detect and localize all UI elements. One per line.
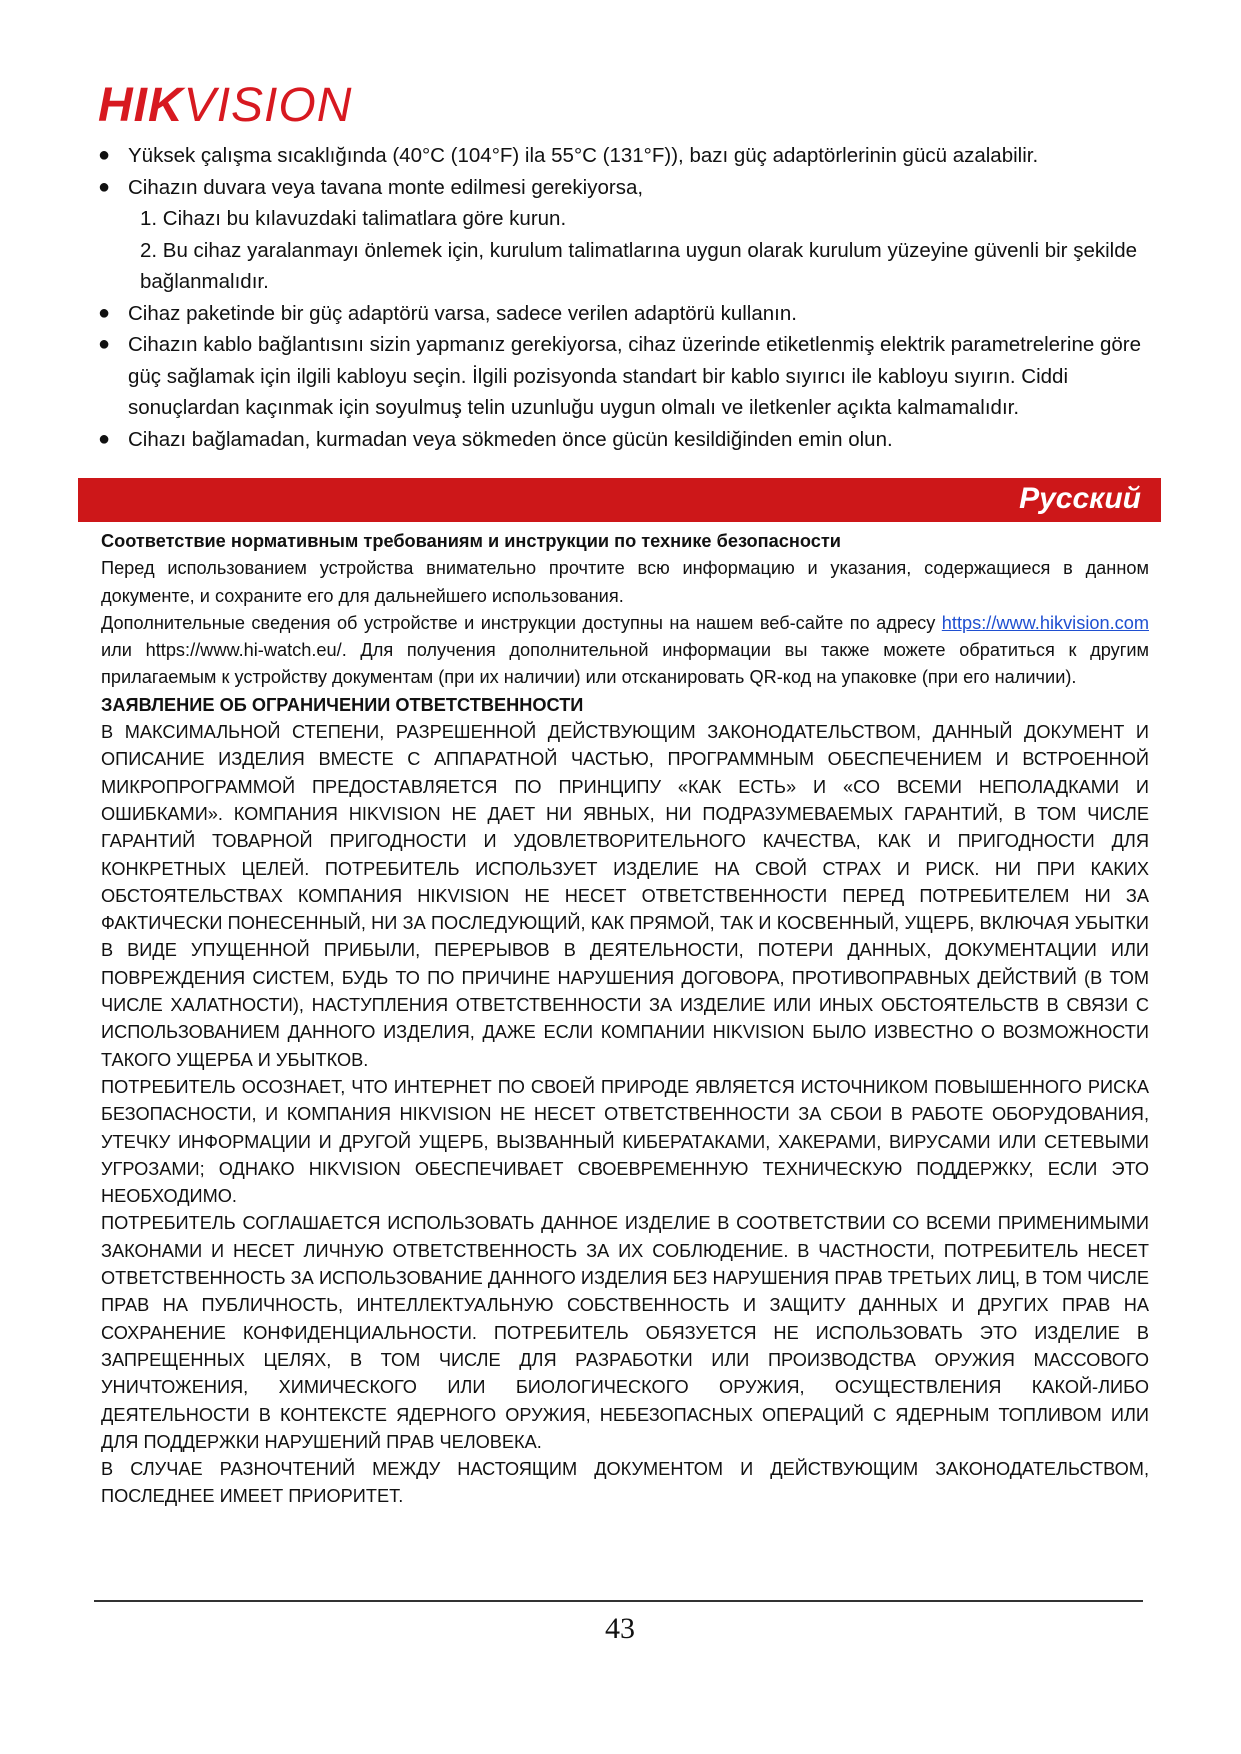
list-item [98, 298, 1158, 330]
intro-paragraph: Перед использованием устройства внимательно прочтите всю информацию и указания, содержащиеся в данном документе, и сохраните его для дальнейшего использования. [101, 558, 1149, 606]
website-text-after: или https://www.hi-watch.eu/. Для получения дополнительной информации вы также можете обратиться к другим прилагаемым к устройству документам (при их наличии) или отсканировать QR-код на упаковке (при его наличии). [101, 640, 1149, 688]
compliance-heading: Соответствие нормативным требованиям и инструкции по технике безопасности [101, 531, 841, 551]
disclaimer-paragraph: В МАКСИМАЛЬНОЙ СТЕПЕНИ, РАЗРЕШЕННОЙ ДЕЙСТВУЮЩИМ ЗАКОНОДАТЕЛЬСТВОМ, ДАННЫЙ ДОКУМЕНТ И ОПИСАНИЕ ИЗДЕЛИЯ ВМЕСТЕ С АППАРАТНОЙ ЧАСТЬЮ, ПРОГРАММНЫМ ОБЕСПЕЧЕНИЕМ И ВСТРОЕННОЙ МИКРОПРОГРАММОЙ ПРЕДОСТАВЛЯЕТСЯ ПО ПРИНЦИПУ «КАК ЕСТЬ» И «СО ВСЕМИ НЕПОЛАДКАМИ И ОШИБКАМИ». КОМПАНИЯ HIKVISION НЕ ДАЕТ НИ ЯВНЫХ, НИ ПОДРАЗУМЕВАЕМЫХ ГАРАНТИЙ, В ТОМ ЧИСЛЕ ГАРАНТИЙ ТОВАРНОЙ ПРИГОДНОСТИ И УДОВЛЕТВОРИТЕЛЬНОГО КАЧЕСТВА, КАК И ПРИГОДНОСТИ ДЛЯ КОНКРЕТНЫХ ЦЕЛЕЙ. ПОТРЕБИТЕЛЬ ИСПОЛЬЗУЕТ ИЗДЕЛИЕ НА СВОЙ СТРАХ И РИСК. НИ ПРИ КАКИХ ОБСТОЯТЕЛЬСТВАХ КОМПАНИЯ HIKVISION НЕ НЕСЕТ ОТВЕТСТВЕННОСТИ ПЕРЕД ПОТРЕБИТЕЛЕМ НИ ЗА ФАКТИЧЕСКИ ПОНЕСЕННЫЙ, НИ ЗА ПОСЛЕДУЮЩИЙ, КАК ПРЯМОЙ, ТАК И КОСВЕННЫЙ, УЩЕРБ, ВКЛЮЧАЯ УБЫТКИ В ВИДЕ УПУЩЕННОЙ ПРИБЫЛИ, ПЕРЕРЫВОВ В ДЕЯТЕЛЬНОСТИ, ПОТЕРИ ДАННЫХ, ДОКУМЕНТАЦИИ ИЛИ ПОВРЕЖДЕНИЯ СИСТЕМ, БУДЬ ТО ПО ПРИЧИНЕ НАРУШЕНИЯ ДОГОВОРА, ПРОТИВОПРАВНЫХ ДЕЙСТВИЙ (В ТОМ ЧИСЛЕ ХАЛАТНОСТИ), НАСТУПЛЕНИЯ ОТВЕТСТВЕННОСТИ ЗА ИЗДЕЛИЕ ИЛИ ИНЫХ ОБСТОЯТЕЛЬСТВ В СВЯЗИ С ИСПОЛЬЗОВАНИЕМ ДАННОГО ИЗДЕЛИЯ, ДАЖЕ ЕСЛИ КОМПАНИИ HIKVISION БЫЛО ИЗВЕСТНО О ВОЗМОЖНОСТИ ТАКОГО УЩЕРБА И УБЫТКОВ. [101, 722, 1149, 1070]
bullet-icon: ● [98, 301, 111, 324]
turkish-safety-list [98, 140, 1158, 455]
bullet-icon: ● [98, 333, 111, 355]
list-item-text: Yüksek çalışma sıcaklığında (40°C (104°F) ila 55°C (131°F)), bazı güç adaptörlerinin gücü azalabilir. [128, 144, 1039, 167]
logo-bold-part: HIK [98, 79, 184, 132]
language-label: Русский [1019, 482, 1141, 515]
disclaimer-paragraph: ПОТРЕБИТЕЛЬ ОСОЗНАЕТ, ЧТО ИНТЕРНЕТ ПО СВОЕЙ ПРИРОДЕ ЯВЛЯЕТСЯ ИСТОЧНИКОМ ПОВЫШЕННОГО РИСКА БЕЗОПАСНОСТИ, И КОМПАНИЯ HIKVISION НЕ НЕСЕТ ОТВЕТСТВЕННОСТИ ЗА СБОИ В РАБОТЕ ОБОРУДОВАНИЯ, УТЕЧКУ ИНФОРМАЦИИ И ДРУГОЙ УЩЕРБ, ВЫЗВАННЫЙ КИБЕРАТАКАМИ, ХАКЕРАМИ, ВИРУСАМИ ИЛИ СЕТЕВЫМИ УГРОЗАМИ; ОДНАКО HIKVISION ОБЕСПЕЧИВАЕТ СВОЕВРЕМЕННУЮ ТЕХНИЧЕСКУЮ ПОДДЕРЖКУ, ЕСЛИ ЭТО НЕОБХОДИМО. [101, 1076, 1149, 1207]
logo-light-part: VISION [183, 79, 353, 132]
list-item-text: Cihazın kablo bağlantısını sizin yapmanız gerekiyorsa, cihaz üzerinde etiketlenmiş elektrik parametrelerine göre güç sağlamak için ilgili kabloyu seçin. İlgili pozisyonda standart bir kablo sıyırıcı ile kabloyu sıyırın. Ciddi sonuçlardan kaçınmak için soyulmuş telin uzunluğu uygun olmalı ve iletkenler açıkta kalmamalıdır. [128, 333, 1141, 419]
russian-section [101, 528, 1149, 1511]
website-text-before: Дополнительные сведения об устройстве и инструкции доступны на нашем веб-сайте по адресу [101, 612, 942, 633]
bullet-icon: ● [98, 427, 111, 450]
list-item-text: Cihaz paketinde bir güç adaptörü varsa, sadece verilen adaptörü kullanın. [128, 301, 797, 325]
footer-divider [94, 1600, 1143, 1602]
bullet-icon: ● [98, 175, 111, 198]
list-item [98, 140, 1158, 172]
list-item [98, 424, 1158, 456]
disclaimer-paragraph: ПОТРЕБИТЕЛЬ СОГЛАШАЕТСЯ ИСПОЛЬЗОВАТЬ ДАННОЕ ИЗДЕЛИЕ В СООТВЕТСТВИИ СО ВСЕМИ ПРИМЕНИМЫМИ ЗАКОНАМИ И НЕСЕТ ЛИЧНУЮ ОТВЕТСТВЕННОСТЬ ЗА ИХ СОБЛЮДЕНИЕ. В ЧАСТНОСТИ, ПОТРЕБИТЕЛЬ НЕСЕТ ОТВЕТСТВЕННОСТЬ ЗА ИСПОЛЬЗОВАНИЕ ДАННОГО ИЗДЕЛИЯ БЕЗ НАРУШЕНИЯ ПРАВ ТРЕТЬИХ ЛИЦ, В ТОМ ЧИСЛЕ ПРАВ НА ПУБЛИЧНОСТЬ, ИНТЕЛЛЕКТУАЛЬНУЮ СОБСТВЕННОСТЬ И ЗАЩИТУ ДАННЫХ И ДРУГИХ ПРАВ НА СОХРАНЕНИЕ КОНФИДЕНЦИАЛЬНОСТИ. ПОТРЕБИТЕЛЬ ОБЯЗУЕТСЯ НЕ ИСПОЛЬЗОВАТЬ ЭТО ИЗДЕЛИЕ В ЗАПРЕЩЕННЫХ ЦЕЛЯХ, В ТОМ ЧИСЛЕ ДЛЯ РАЗРАБОТКИ ИЛИ ПРОИЗВОДСТВА ОРУЖИЯ МАССОВОГО УНИЧТОЖЕНИЯ, ХИМИЧЕСКОГО ИЛИ БИОЛОГИЧЕСКОГО ОРУЖИЯ, ОСУЩЕСТВЛЕНИЯ КАКОЙ-ЛИБО ДЕЯТЕЛЬНОСТИ В КОНТЕКСТЕ ЯДЕРНОГО ОРУЖИЯ, НЕБЕЗОПАСНЫХ ОПЕРАЦИЙ С ЯДЕРНЫМ ТОПЛИВОМ ИЛИ ДЛЯ ПОДДЕРЖКИ НАРУШЕНИЙ ПРАВ ЧЕЛОВЕКА. [101, 1213, 1149, 1452]
hikvision-logo [98, 79, 353, 132]
list-item-text: Cihazın duvara veya tavana monte edilmesi gerekiyorsa, [128, 175, 644, 199]
bullet-icon: ● [98, 144, 111, 166]
list-item [98, 329, 1158, 424]
page-number: 43 [605, 1612, 635, 1645]
disclaimer-heading: ЗАЯВЛЕНИЕ ОБ ОГРАНИЧЕНИИ ОТВЕТСТВЕННОСТИ [101, 694, 584, 715]
sub-item: 1. Cihazı bu kılavuzdaki talimatlara göre kurun. [140, 207, 567, 230]
list-item [98, 172, 1158, 298]
sub-item: 2. Bu cihaz yaralanmayı önlemek için, kurulum talimatlarına uygun olarak kurulum yüzeyine güvenli bir şekilde bağlanmalıdır. [140, 238, 1138, 293]
website-paragraph [101, 610, 1149, 692]
language-section-bar [78, 478, 1161, 522]
hikvision-website-link[interactable]: https://www.hikvision.com [941, 612, 1149, 633]
disclaimer-paragraph: В СЛУЧАЕ РАЗНОЧТЕНИЙ МЕЖДУ НАСТОЯЩИМ ДОКУМЕНТОМ И ДЕЙСТВУЮЩИМ ЗАКОНОДАТЕЛЬСТВОМ, ПОСЛЕДНЕЕ ИМЕЕТ ПРИОРИТЕТ. [101, 1459, 1149, 1507]
list-item-text: Cihazı bağlamadan, kurmadan veya sökmeden önce gücün kesildiğinden emin olun. [128, 427, 893, 451]
